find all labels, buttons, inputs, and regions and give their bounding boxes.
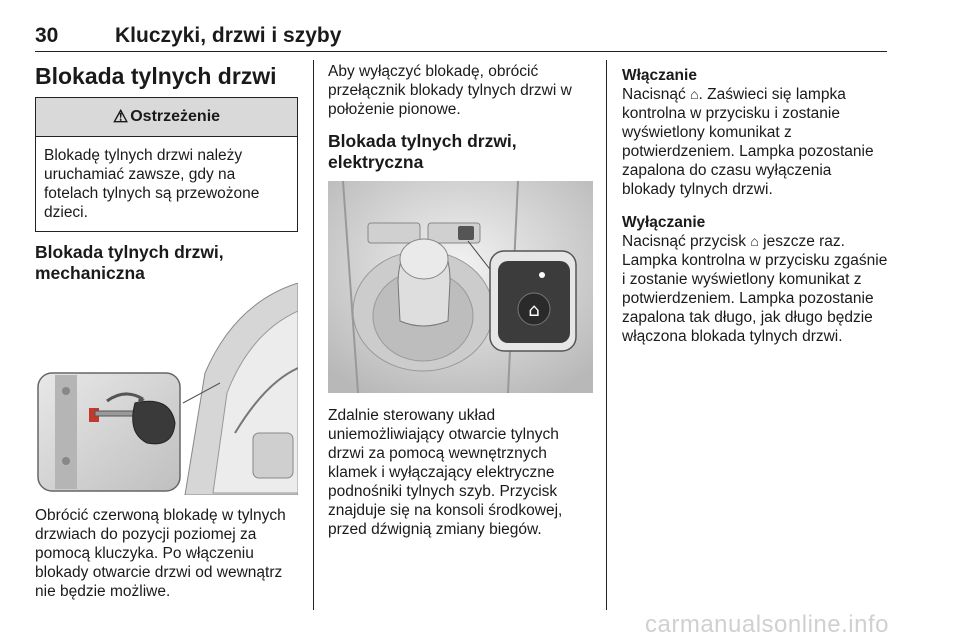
watermark: carmanualsonline.info — [645, 611, 889, 638]
svg-text:⌂: ⌂ — [528, 300, 540, 321]
warning-header — [36, 98, 297, 137]
section-title: Blokada tylnych drzwi — [35, 63, 277, 89]
column-1 — [35, 62, 298, 284]
electric-heading-line2: elektryczna — [328, 152, 424, 172]
disable-text-end: jeszcze raz. Lampka kontrolna w przycisku zgaśnie i zostanie wyświetlony komunikat z potwierdzeniem. Lampka pozostanie zapalona tak długo, jak długo będzie włączona blokada tylnych drzwi. — [622, 233, 888, 345]
electric-text-block — [328, 406, 593, 539]
mechanical-text-block — [35, 506, 298, 601]
header-rule — [35, 51, 887, 52]
mechanical-lock-illustration — [35, 283, 298, 495]
electric-heading-line1: Blokada tylnych drzwi, — [328, 131, 517, 151]
column-3 — [622, 66, 888, 346]
warning-heading: Ostrzeżenie — [130, 108, 221, 125]
disable-text-start: Nacisnąć przycisk — [622, 233, 747, 250]
enable-heading: Włączanie — [622, 67, 697, 84]
child-lock-icon: ⌂ — [690, 86, 699, 102]
mechanical-heading-line2: mechaniczna — [35, 263, 145, 283]
column-divider — [313, 60, 314, 610]
electric-lock-illustration — [328, 181, 593, 393]
mechanical-description: Obrócić czerwoną blokadę w tylnych drzwiach do pozycji poziomej za pomocą kluczyka. Po włączeniu blokady otwarcie drzwi od wewnątrz nie będzie możliwe. — [35, 507, 286, 600]
warning-triangle-icon: ⚠ — [112, 107, 129, 126]
mechanical-heading-line1: Blokada tylnych drzwi, — [35, 242, 224, 262]
page-number: 30 — [35, 24, 59, 47]
enable-text-end: . Zaświeci się lampka kontrolna w przycisku i zostanie wyświetlony komunikat z potwierdzeniem. Lampka pozostanie zapalona do czasu wyłączenia blokady tylnych drzwi. — [622, 86, 874, 198]
column-divider — [606, 60, 607, 610]
child-lock-icon: ⌂ — [750, 233, 759, 249]
chapter-title: Kluczyki, drzwi i szyby — [115, 24, 342, 47]
disable-heading: Wyłączanie — [622, 214, 706, 231]
disable-text — [622, 232, 888, 346]
warning-text: Blokadę tylnych drzwi należy uruchamiać zawsze, gdy na fotelach tylnych są przewożone dzieci. — [44, 147, 260, 221]
warning-box — [35, 97, 298, 232]
electric-description: Zdalnie sterowany układ uniemożliwiający otwarcie tylnych drzwi za pomocą wewnętrznych klamek i wyłączający elektryczne podnośniki tylnych szyb. Przycisk znajduje się na konsoli środkowej, przed dźwignią zmiany biegów. — [328, 407, 563, 538]
page-header — [35, 24, 887, 50]
column-2 — [328, 62, 593, 173]
enable-text — [622, 85, 888, 199]
enable-text-start: Nacisnąć — [622, 86, 686, 103]
disable-instruction: Aby wyłączyć blokadę, obrócić przełącznik blokady tylnych drzwi w położenie pionowe. — [328, 63, 572, 118]
